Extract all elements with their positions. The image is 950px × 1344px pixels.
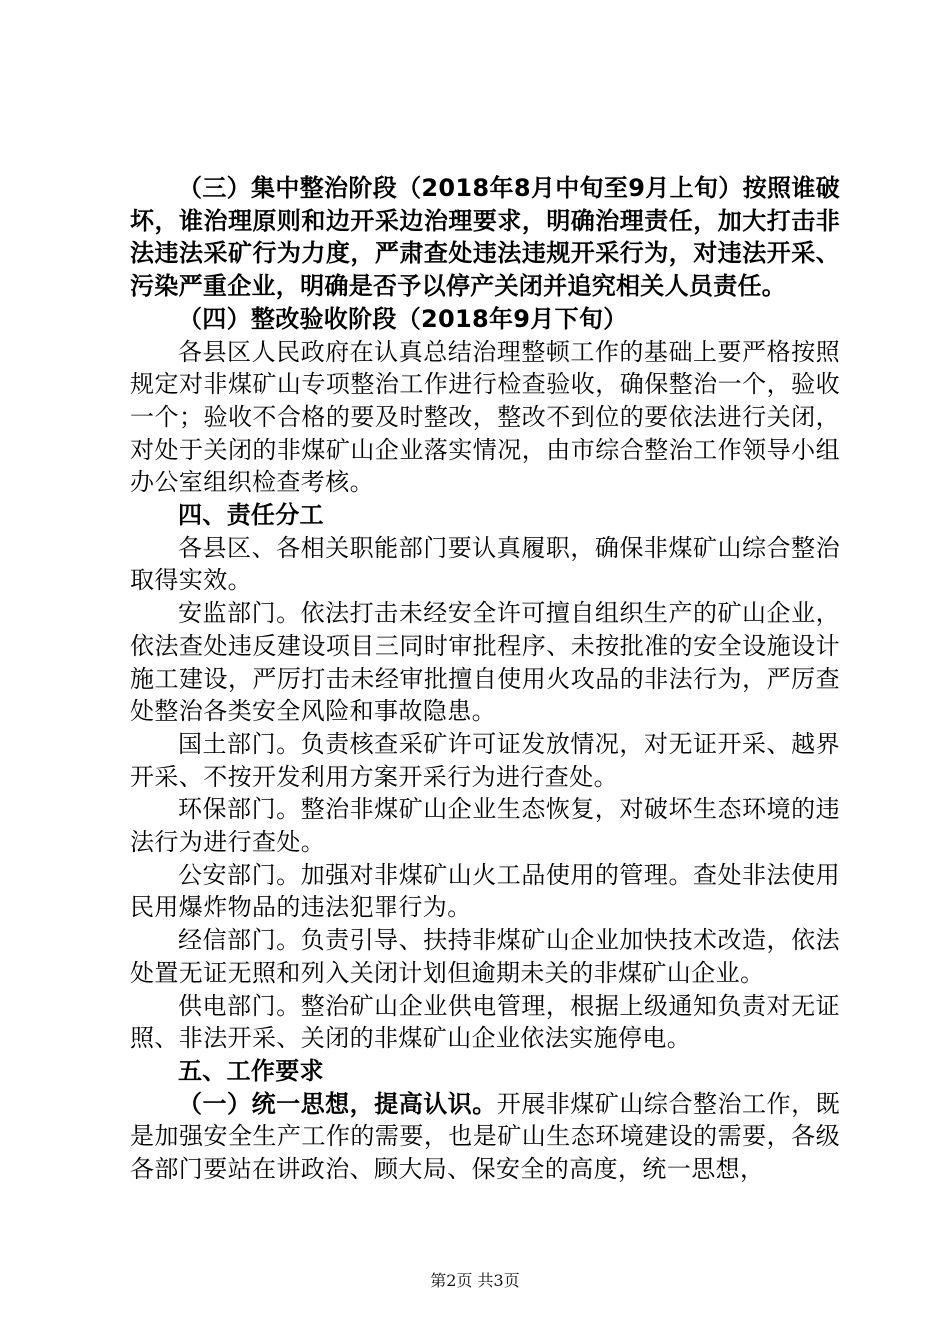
- paragraph-stage-four-heading: （四）整改验收阶段（2018年9月下旬）: [178, 304, 628, 333]
- paragraph-responsibilities-intro: 各县区、各相关职能部门要认真履职，确保非煤矿山综合整治取得实效。: [130, 533, 840, 595]
- paragraph-environment-department: 环保部门。整治非煤矿山企业生态恢复，对破坏生态环境的违法行为进行查处。: [130, 795, 840, 857]
- paragraph-economy-department: 经信部门。负责引导、扶持非煤矿山企业加快技术改造，依法处置无证无照和列入关闭计划但逾期未关的非煤矿山企业。: [130, 926, 840, 987]
- section-heading-requirements: 五、工作要求: [178, 1056, 324, 1085]
- document-body: [130, 172, 840, 1186]
- paragraph-safety-department: 安监部门。依法打击未经安全许可擅自组织生产的矿山企业，依法查处违反建设项目三同时审批程序、未按批准的安全设施设计施工建设，严厉打击未经审批擅自使用火攻品的非法行为，严厉查处整治各类安全风险和事故隐患。: [130, 599, 840, 726]
- paragraph-stage-three: （三）集中整治阶段（2018年8月中旬至9月上旬）按照谁破坏，谁治理原则和边开采边治理要求，明确治理责任，加大打击非法违法采矿行为力度，严肃查处违法违规开采行为，对违法开采、污染严重企业，明确是否予以停产关闭并追究相关人员责任。: [130, 174, 840, 301]
- paragraph-power-department: 供电部门。整治矿山企业供电管理，根据上级通知负责对无证照、非法开采、关闭的非煤矿山企业依法实施停电。: [130, 991, 840, 1053]
- paragraph-unify-thinking: [130, 1088, 840, 1186]
- paragraph-land-department: 国土部门。负责核查采矿许可证发放情况，对无证开采、越界开采、不按开发利用方案开采行为进行查处。: [130, 729, 840, 791]
- page-number-footer: 第2页 共3页: [430, 1271, 520, 1290]
- section-heading-responsibilities: 四、责任分工: [178, 501, 324, 530]
- paragraph-lead-bold: （一）统一思想，提高认识。: [178, 1089, 497, 1118]
- paragraph-body-text: 开展非煤矿山综合整治工作，既是加强安全生产工作的需要，也是矿山生态环境建设的需要，各级各部门要站在讲政治、顾大局、保安全的高度，统一思想，: [130, 1089, 840, 1184]
- paragraph-stage-four-body: 各县区人民政府在认真总结治理整顿工作的基础上要严格按照规定对非煤矿山专项整治工作进行检查验收，确保整治一个，验收一个；验收不合格的要及时整改，整改不到位的要依法进行关闭，对处于关闭的非煤矿山企业落实情况，由市综合整治工作领导小组办公室组织检查考核。: [130, 337, 840, 497]
- paragraph-public-security-department: 公安部门。加强对非煤矿山火工品使用的管理。查处非法使用民用爆炸物品的违法犯罪行为。: [130, 860, 840, 922]
